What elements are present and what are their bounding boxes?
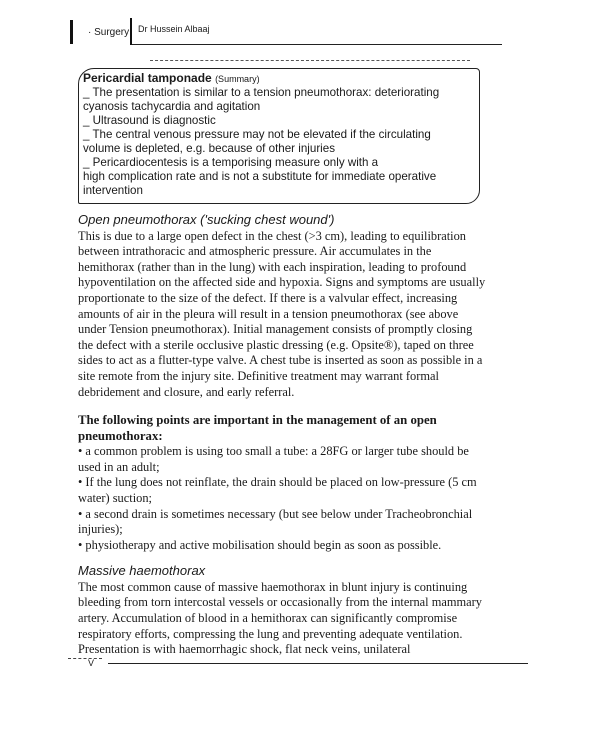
header-author: Dr Hussein Albaaj — [138, 24, 210, 34]
section-title-open-pneumothorax: Open pneumothorax ('sucking chest wound') — [78, 212, 335, 227]
summary-line: intervention — [83, 184, 143, 197]
footer-dash — [68, 658, 102, 659]
section-title-massive-haemothorax: Massive haemothorax — [78, 563, 206, 579]
summary-title-text: Pericardial tamponade — [83, 71, 212, 85]
bullet-item: • If the lung does not reinflate, the drain should be placed on low-pressure (5 cm water) suction; — [78, 475, 477, 505]
bullet-item: • physiotherapy and active mobilisation should begin as soon as possible. — [78, 537, 442, 552]
header-bar-mark — [70, 20, 73, 44]
main-content — [78, 212, 488, 670]
header-rule — [132, 44, 502, 45]
management-heading: The following points are important in the management of an open pneumothorax: — [78, 413, 437, 444]
summary-title — [83, 71, 471, 86]
page-footer — [68, 652, 538, 672]
summary-line: _ The central venous pressure may not be elevated if the circulating — [83, 128, 431, 141]
summary-line: _ Ultrasound is diagnostic — [83, 114, 216, 127]
page-header — [70, 18, 500, 48]
bullet-item: • a common problem is using too small a tube: a 28FG or larger tube should be used in an adult; — [78, 444, 469, 474]
paragraph-open-pneumothorax: This is due to a large open defect in the chest (>3 cm), leading to equilibration between intrathoracic and atmospheric pressure. Air accumulates in the hemithorax (rather than in the lung) with each inspiration, leading to profound hypoventilation on the affected side and hypoxia. Signs and symptoms are usually proportionate to the size of the defect. If there is a valvular effect, increasing amounts of air in the pleura will result in a tension pneumothorax (see above under Tension pneumothorax). Initial management consists of promptly closing the defect with a sterile occlusive plastic dressing (e.g. Opsite®), taped on three sides to act as a flutter-type valve. A chest tube is inserted as soon as possible in a site remote from the injury site. Definitive treatment may warrant formal debridement and closure, and early referral. — [78, 228, 486, 399]
header-divider — [130, 18, 132, 45]
footer-rule — [108, 663, 528, 664]
header-subject: · Surgery — [88, 27, 130, 38]
summary-line: _ The presentation is similar to a tension pneumothorax: deteriorating — [83, 86, 440, 99]
summary-line: volume is depleted, e.g. because of other injuries — [83, 142, 335, 155]
summary-title-note: (Summary) — [215, 74, 260, 84]
summary-line: high complication rate and is not a substitute for immediate operative — [83, 170, 437, 183]
paragraph-massive-haemothorax: The most common cause of massive haemothorax in blunt injury is continuing bleeding from torn intercostal vessels or occasionally from the internal mammary artery. Accumulation of blood in a hemithorax can significantly compromise respiratory efforts, compressing the lung and preventing adequate ventilation. Presentation is with haemorrhagic shock, flat neck veins, unilateral — [78, 579, 482, 657]
footer-page-mark: V — [88, 658, 95, 668]
summary-line: cyanosis tachycardia and agitation — [83, 100, 261, 113]
summary-box — [78, 68, 480, 204]
summary-line: _ Pericardiocentesis is a temporising measure only with a — [83, 156, 379, 169]
dashed-separator — [150, 60, 470, 61]
bullet-item: • a second drain is sometimes necessary (but see below under Tracheobronchial injuries); — [78, 506, 473, 537]
